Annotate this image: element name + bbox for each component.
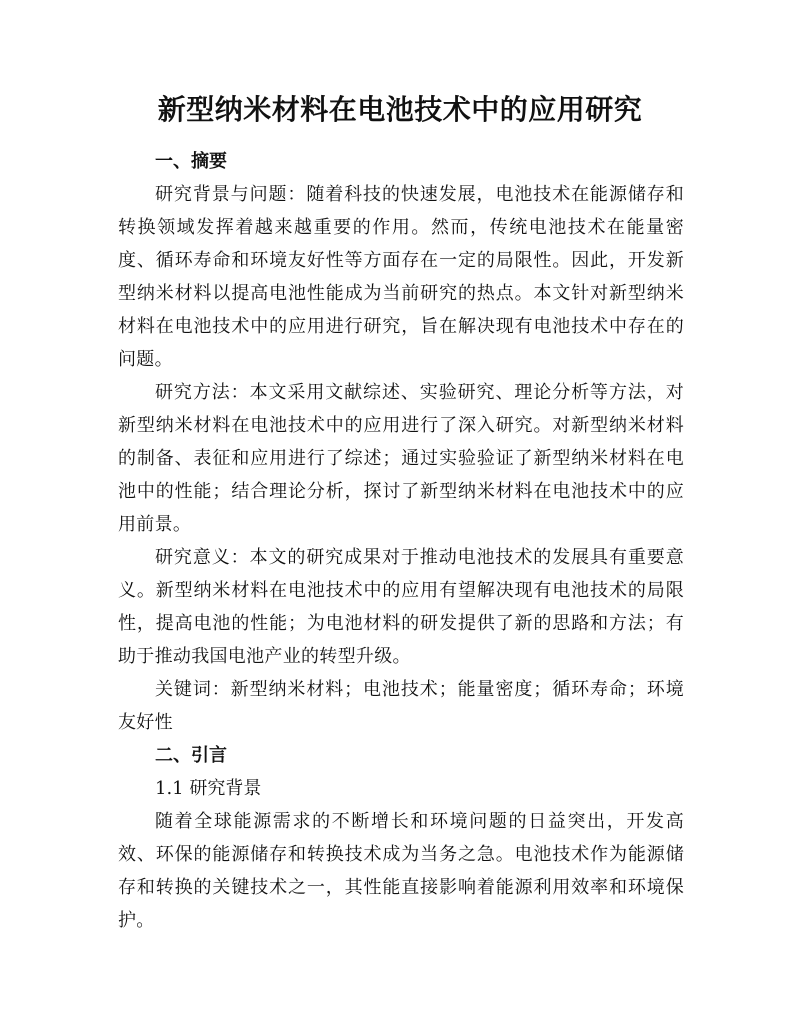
section-heading-abstract: 一、摘要 bbox=[155, 151, 227, 172]
subsection-heading-research-background: 1.1 研究背景 bbox=[155, 778, 262, 799]
document-body bbox=[118, 145, 684, 937]
keywords-paragraph: 关键词：新型纳米材料；电池技术；能量密度；循环寿命；环境友好性 bbox=[118, 679, 684, 733]
section-heading-introduction: 二、引言 bbox=[155, 745, 227, 766]
abstract-significance-paragraph: 研究意义：本文的研究成果对于推动电池技术的发展具有重要意义。新型纳米材料在电池技术中的应用有望解决现有电池技术的局限性，提高电池的性能；为电池材料的研发提供了新的思路和方法；有助于推动我国电池产业的转型升级。 bbox=[118, 547, 684, 667]
document-title: 新型纳米材料在电池技术中的应用研究 bbox=[157, 93, 643, 126]
abstract-background-paragraph: 研究背景与问题：随着科技的快速发展，电池技术在能源储存和转换领域发挥着越来越重要的作用。然而，传统电池技术在能量密度、循环寿命和环境友好性等方面存在一定的局限性。因此，开发新型纳米材料以提高电池性能成为当前研究的热点。本文针对新型纳米材料在电池技术中的应用进行研究，旨在解决现有电池技术中存在的问题。 bbox=[118, 184, 684, 370]
abstract-methods-paragraph: 研究方法：本文采用文献综述、实验研究、理论分析等方法，对新型纳米材料在电池技术中的应用进行了深入研究。对新型纳米材料的制备、表征和应用进行了综述；通过实验验证了新型纳米材料在电池中的性能；结合理论分析，探讨了新型纳米材料在电池技术中的应用前景。 bbox=[118, 382, 684, 535]
introduction-paragraph: 随着全球能源需求的不断增长和环境问题的日益突出，开发高效、环保的能源储存和转换技术成为当务之急。电池技术作为能源储存和转换的关键技术之一，其性能直接影响着能源利用效率和环境保护。 bbox=[118, 811, 684, 931]
